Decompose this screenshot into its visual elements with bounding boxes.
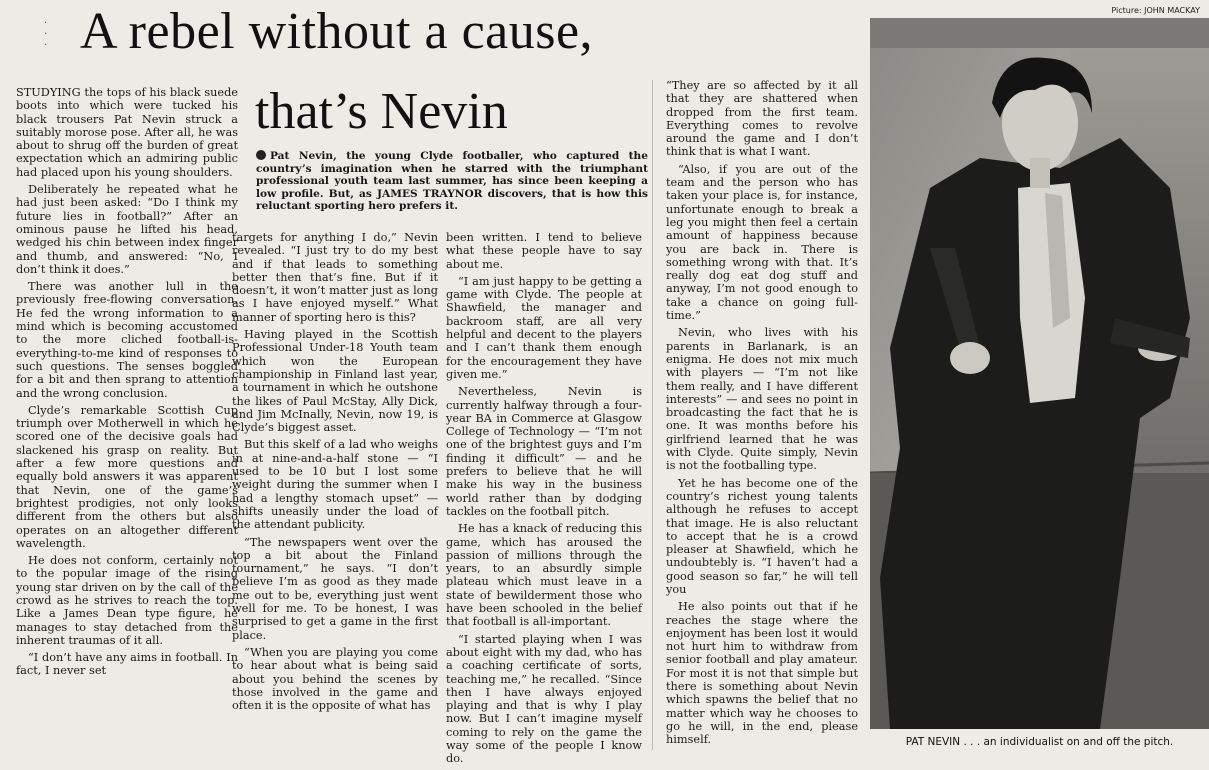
paragraph: “I don’t have any aims in football. In fact, I never set	[16, 651, 238, 678]
paragraph: “Also, if you are out of the team and the person who has taken your place is, for instance, unfortunate enough to break a leg you might then feel a certain amount of happiness because you are back in. There is something wrong with that. It’s really dog eat dog stuff and anyway, I’m not good enough to take a chance on going full-time.”	[666, 162, 858, 323]
headline-line-2: that’s Nevin	[255, 83, 508, 140]
paragraph: been written. I tend to believe what these people have to say about me.	[446, 231, 642, 271]
paragraph: STUDYING the tops of his black suede boots into which were tucked his black trousers Pat Nevin struck a suitably morose pose. After all, he was about to shrug off the burden of great expectation which an admiring public had placed upon his young shoulders.	[16, 86, 238, 179]
headline-line-1: A rebel without a cause,	[80, 3, 594, 60]
paragraph: He does not conform, certainly not to the popular image of the rising young star driven on by the call of the crowd as he strives to reach the top. Like a James Dean type figure, he manages to stay detached from the inherent traumas of it all.	[16, 554, 238, 647]
article-column-1	[16, 86, 238, 682]
paragraph: “I am just happy to be getting a game with Clyde. The people at Shawfield, the manager and backroom staff, are all very helpful and decent to the players and I can’t thank them enough for the encouragement they have given me.”	[446, 274, 642, 381]
portrait-illustration	[870, 18, 1209, 729]
article-column-3	[446, 231, 642, 770]
paragraph: Deliberately he repeated what he had just been asked: “Do I think my future lies in football?” After an ominous pause he lifted his head, wedged his chin between index finger and thumb, and answered: “No, I don’t think it does.”	[16, 183, 238, 276]
paragraph: Yet he has become one of the country’s richest young talents although he refuses to accept that image. He is also reluctant to accept that he is a crowd pleaser at Shawfield, which he undoubtebly is. “I haven’t had a good season so far,” he will tell you	[666, 476, 858, 596]
paragraph: “The newspapers went over the top a bit about the Finland tournament,” he says. “I don’t believe I’m as good as they made me out to be, everything just went well for me. To be honest, I was surprised to get a game in the first place.	[232, 535, 438, 642]
paragraph: “When you are playing you come to hear about what is being said about you behind the scenes by those involved in the game and often it is the opposite of what has	[232, 645, 438, 713]
standfirst	[256, 150, 648, 213]
photo-caption: PAT NEVIN . . . an individualist on and off the pitch.	[905, 736, 1174, 748]
paragraph: He also points out that if he reaches the stage where the enjoyment has been lost it would not hurt him to withdraw from senior football and play amateur. For most it is not that simple but there is something about Nevin which spawns the belief that no matter which way he chooses to go he will, in the end, please himself.	[666, 600, 858, 747]
column-divider	[652, 80, 653, 750]
paragraph: Having played in the Scottish Professional Under-18 Youth team which won the European championship in Finland last year, a tournament in which he outshone the likes of Paul McStay, Ally Dick, and Jim McInally, Nevin, now 19, is Clyde’s biggest asset.	[232, 328, 438, 435]
margin-marks: · · ·	[44, 18, 48, 51]
photo-credit: Picture: JOHN MACKAY	[1111, 6, 1200, 15]
paragraph: Nevin, who lives with his parents in Barlanark, is an enigma. He does not mix much with players — “I’m not like them really, and I have different interests” — and sees no point in broadcasting the fact that he is one. It was months before his girlfriend learned that he was with Clyde. Quite simply, Nevin is not the footballing type.	[666, 326, 858, 473]
paragraph: But this skelf of a lad who weighs in at nine-and-a-half stone — “I used to be 10 but I lost some weight during the summer when I had a lengthy stomach upset” — shifts uneasily under the load of the attendant publicity.	[232, 438, 438, 532]
bullet-icon	[256, 150, 266, 160]
standfirst-text: Pat Nevin, the young Clyde footballer, who captured the country’s imagination when he starred with the triumphant professional youth team last summer, has since been keeping a low profile. But, as JAMES TRAYNOR discovers, that is how this reluctant sporting hero prefers it.	[256, 150, 648, 213]
paragraph: There was another lull in the previously free-flowing conversation. He fed the wrong information to a mind which is becoming accustomed to the more cliched football-is-everything-to-me kind of responses to such questions. The senses boggled for a bit and then sprang to attention and the wrong conclusion.	[16, 280, 238, 400]
portrait-photo	[870, 18, 1209, 729]
paragraph: targets for anything I do,” Nevin revealed. “I just try to do my best and if that leads to something better then that’s fine. But if it doesn’t, it won’t matter just as long as I have enjoyed myself.” What manner of sporting hero is this?	[232, 231, 438, 324]
paragraph: “I started playing when I was about eight with my dad, who has a coaching certificate of sorts, teaching me,” he recalled. “Since then I have always enjoyed playing and that is why I play now. But I can’t imagine myself coming to rely on the game the way some of the people I know do.	[446, 632, 642, 766]
paragraph: Clyde’s remarkable Scottish Cup triumph over Motherwell in which he scored one of the decisive goals had slackened his grasp on reality. But after a few more questions and equally bold answers it was apparent that Nevin, one of the game’s brightest prodigies, not only looks different from the others but also operates on an altogether different wavelength.	[16, 403, 238, 550]
paragraph: Nevertheless, Nevin is currently halfway through a four-year BA in Commerce at Glasgow College of Technology — “I’m not one of the brightest guys and I’m finding it difficult” — and he prefers to believe that he will make his way in the business world rather than by dodging tackles on the football pitch.	[446, 385, 642, 518]
article-column-4	[666, 79, 858, 751]
article-column-2	[232, 231, 438, 716]
paragraph: He has a knack of reducing this game, which has aroused the passion of millions through the years, to an absurdly simple plateau which must leave in a state of bewilderment those who have been schooled in the belief that football is all-important.	[446, 522, 642, 629]
paragraph: “They are so affected by it all that they are shattered when dropped from the first team. Everything comes to revolve around the game and I don’t think that is what I want.	[666, 79, 858, 159]
